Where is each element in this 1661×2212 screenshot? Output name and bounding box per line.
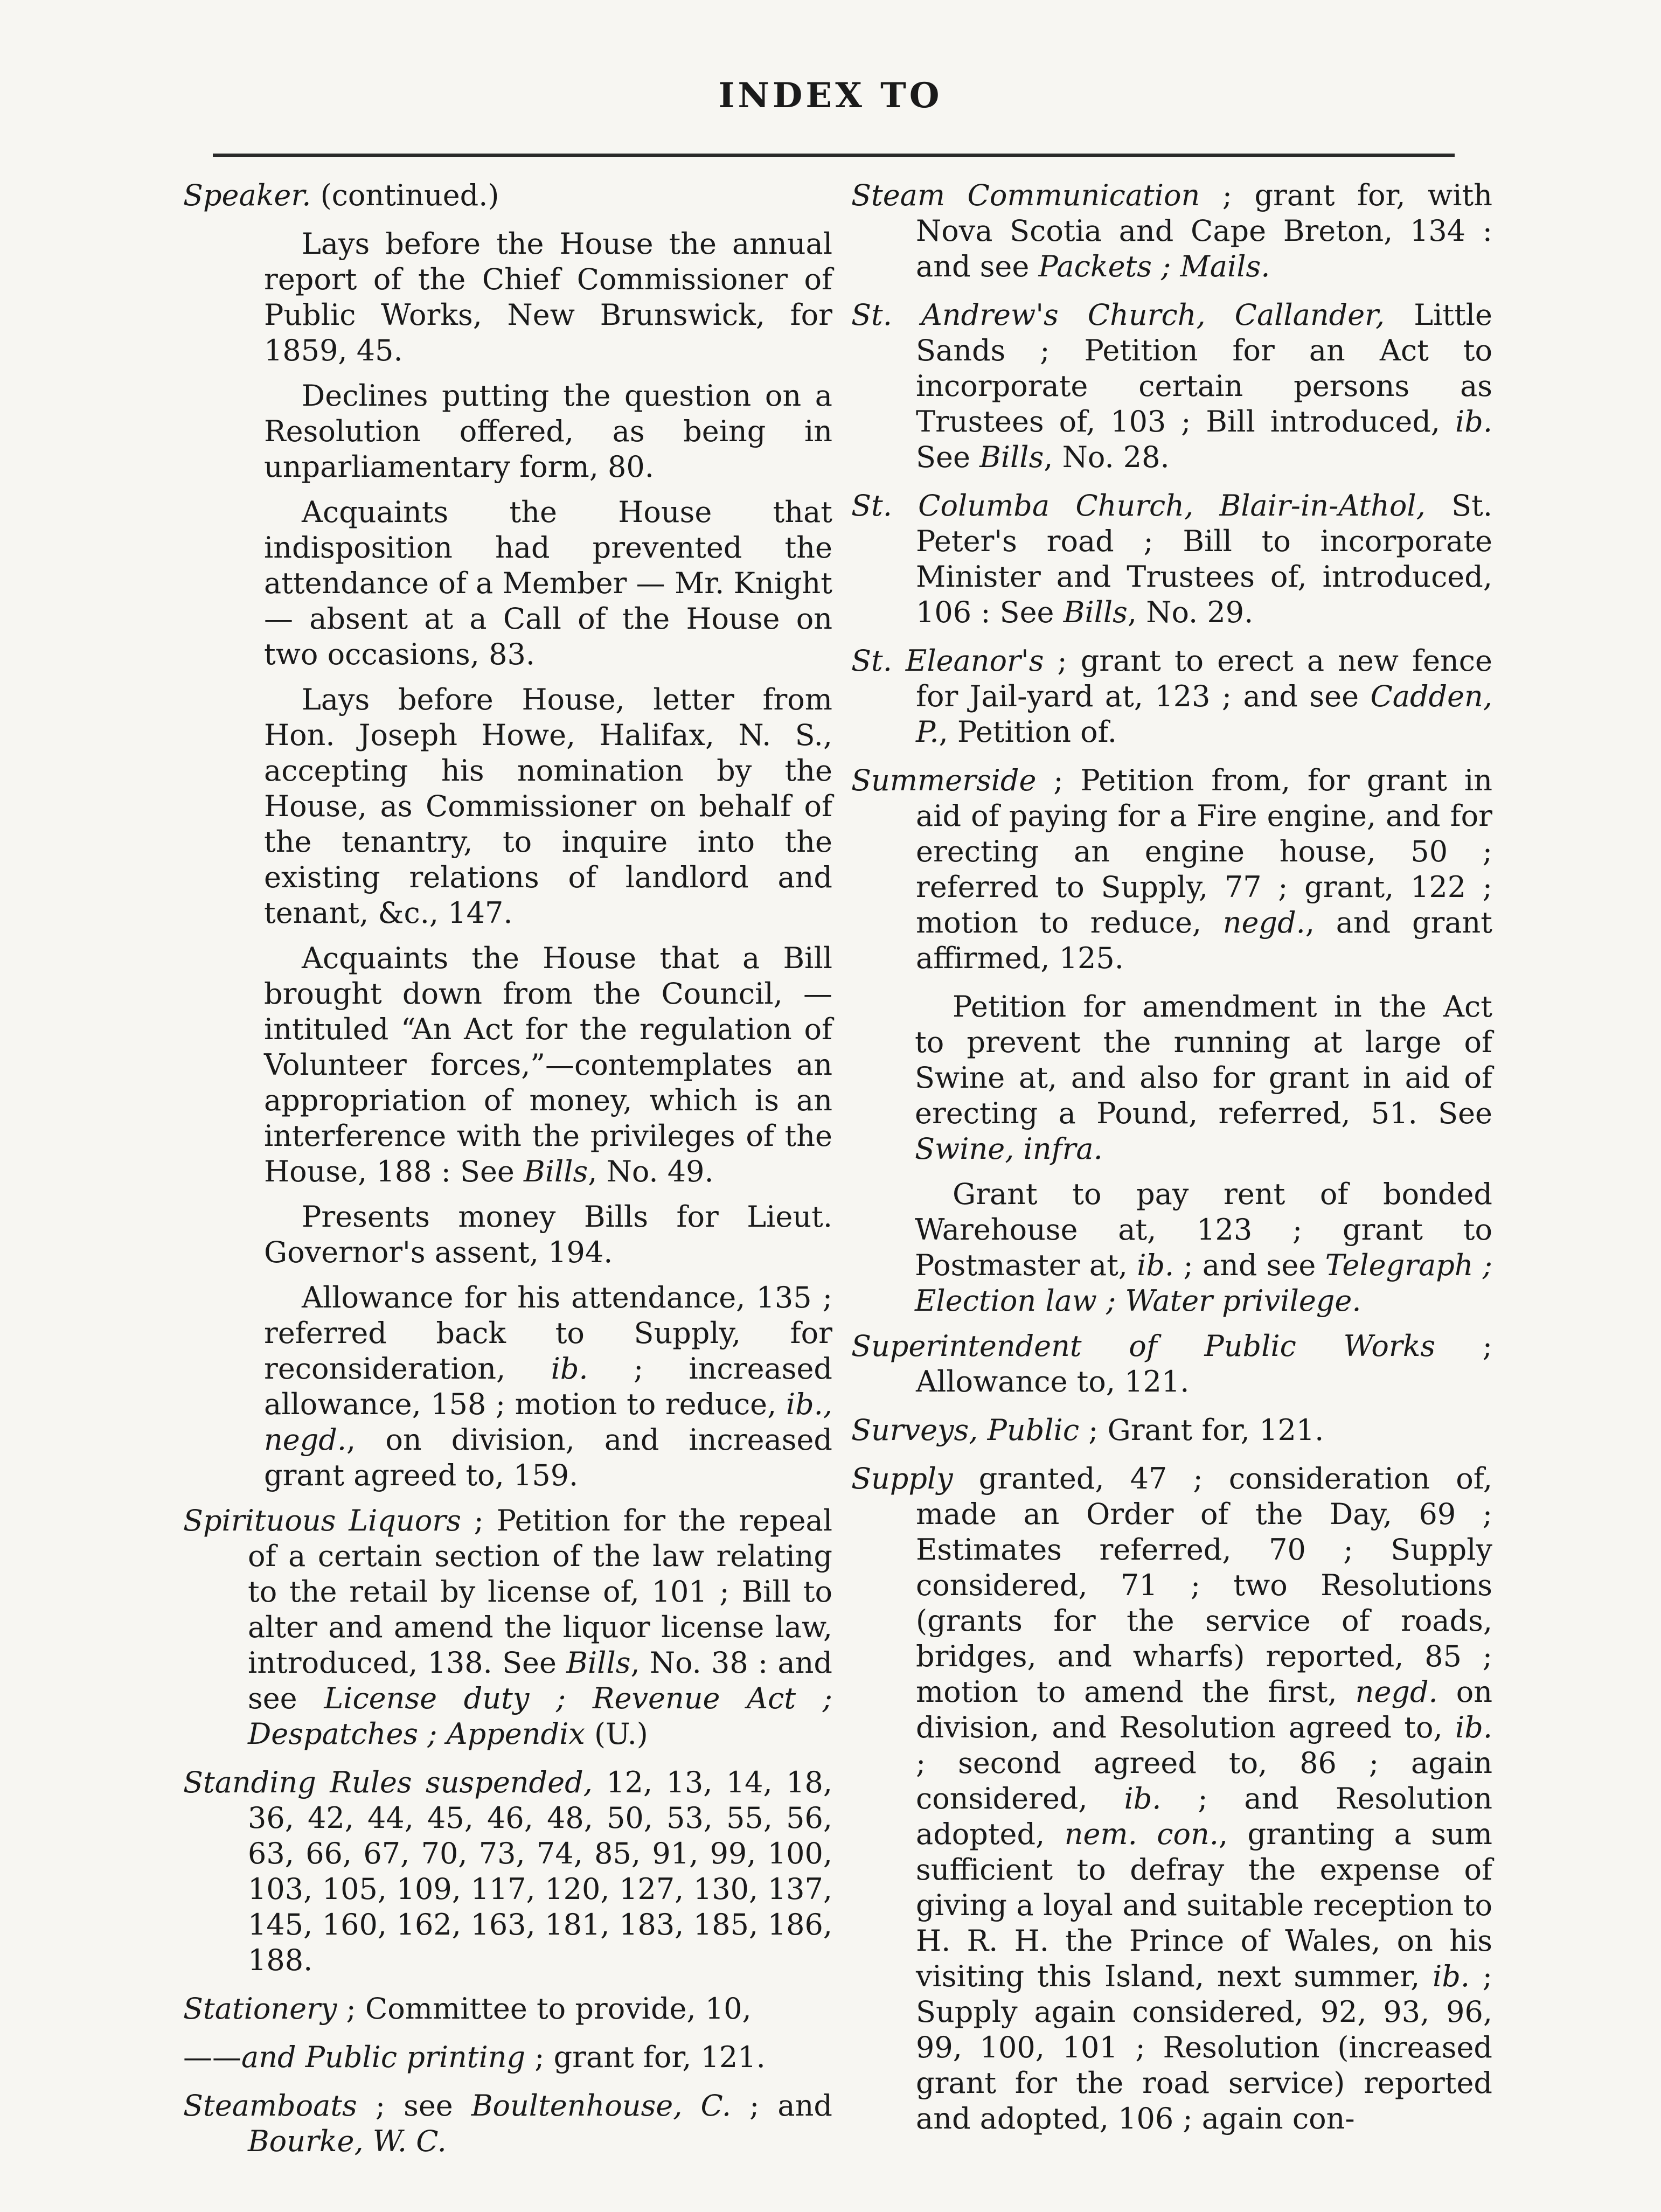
index-text: Declines putting the question on a Resolution offered, as being in unparliamentary form, 80.	[264, 379, 832, 484]
index-text: , No. 28.	[1044, 440, 1170, 474]
index-italic-text: St. Columba Church, Blair-in-Athol,	[851, 489, 1426, 523]
index-subentry	[183, 226, 832, 368]
index-text: Grant to pay rent of bonded Warehouse at, 123 ; grant to Postmaster at,	[915, 1177, 1492, 1282]
index-subentry	[183, 1199, 832, 1270]
index-text: , on division, and increased grant agreed to, 159.	[264, 1423, 832, 1492]
index-italic-text: Supply	[851, 1462, 953, 1495]
index-subentry	[183, 378, 832, 485]
index-entry	[183, 2040, 832, 2075]
index-text: ; Petition from, for grant in aid of paying for a Fire engine, and for erecting an engine house, 50 ; referred to Supply, 77 ; grant, 122 ; motion to reduce,	[916, 763, 1492, 940]
index-text: ; grant to erect a new fence for Jail-yard at, 123 ; and see	[916, 644, 1492, 713]
index-text: Acquaints the House that a Bill brought down from the Council, — intituled “An Act for the regulation of Volunteer forces,”—contemplates an appropriation of money, which is an interference with the privileges of the House, 188 : See	[264, 941, 832, 1188]
index-text: Little Sands ; Petition for an Act to incorporate certain persons as Trustees of, 103 ; Bill introduced,	[916, 298, 1492, 439]
index-italic-text: Bills	[524, 1154, 588, 1188]
index-subentry	[183, 495, 832, 672]
index-italic-text: Bills	[979, 440, 1044, 474]
index-italic-text: Steam Communication	[851, 178, 1200, 212]
index-italic-text: ib.	[551, 1352, 588, 1386]
index-italic-text: Boultenhouse, C.	[471, 2089, 732, 2123]
index-entry	[851, 643, 1492, 750]
index-italic-text: ib.	[1137, 1248, 1174, 1282]
index-text: ; Grant for, 121.	[1079, 1413, 1324, 1447]
index-text: 12, 13, 14, 18, 36, 42, 44, 45, 46, 48, 50, 53, 55, 56, 63, 66, 67, 70, 73, 74, 85, 91, 99, 100, 103, 105, 109, 117, 120, 127, 130, 137, 145, 160, 162, 163, 181, 183, 185, 186, 188.	[248, 1765, 832, 1977]
index-subentry	[851, 1177, 1492, 1319]
index-text: (U.)	[585, 1717, 648, 1751]
index-entry	[851, 1461, 1492, 2137]
index-italic-text: ib.	[1124, 1782, 1162, 1815]
index-text: granted, 47 ; consideration of, made an Order of the Day, 69 ; Estimates referred, 70 ; Supply considered, 71 ; two Resolutions (grants for the service of roads, bridges, and wharfs) reported, 85 ; motion to amend the first,	[916, 1462, 1492, 1709]
index-italic-text: Bills	[1063, 595, 1128, 629]
index-text: Allowance for his attendance, 135 ; referred back to Supply, for reconsideration,	[264, 1281, 832, 1386]
index-text: ; and see	[1174, 1248, 1325, 1282]
index-text: , No. 38 : and see	[248, 1646, 832, 1715]
index-italic-text: ib.	[1455, 1710, 1492, 1744]
index-text: ; and Resolution adopted,	[916, 1782, 1492, 1851]
index-text: Acquaints the House that indisposition had prevented the attendance of a Member — Mr. Knight — absent at a Call of the House on two occasions, 83.	[264, 495, 832, 671]
index-text: , Petition of.	[939, 715, 1117, 749]
index-entry	[851, 763, 1492, 976]
index-italic-text: Cadden, P.	[916, 679, 1492, 749]
index-italic-text: ib.	[1455, 405, 1492, 439]
index-entry	[183, 2088, 832, 2159]
index-italic-text: St. Andrew's Church, Callander,	[851, 298, 1385, 332]
index-italic-text: Superintendent of Public Works	[851, 1329, 1436, 1363]
index-italic-text: nem. con.	[1064, 1817, 1219, 1851]
index-text: Petition for amendment in the Act to prevent the running at large of Swine at, and also for grant in aid of erecting a Pound, referred, 51. See	[915, 990, 1492, 1130]
index-italic-text: Summerside	[851, 763, 1037, 797]
right-column	[851, 178, 1492, 2150]
index-italic-text: Telegraph ; Election law ; Water privilege.	[915, 1248, 1492, 1318]
index-text: , and grant affirmed, 125.	[916, 906, 1492, 975]
index-text: Lays before House, letter from Hon. Joseph Howe, Halifax, N. S., accepting his nomination by the House, as Commissioner on behalf of the tenantry, to inquire into the existing relations of landlord and tenant, &c., 147.	[264, 683, 832, 930]
index-text: ; Supply again considered, 92, 93, 96, 99, 100, 101 ; Resolution (increased grant for the road service) reported and adopted, 106 ; again con-	[916, 1959, 1492, 2136]
index-entry	[851, 1328, 1492, 1400]
index-italic-text: Standing Rules suspended,	[183, 1765, 593, 1799]
left-column	[183, 178, 832, 2172]
header-rule	[213, 154, 1455, 157]
index-italic-text: Bourke, W. C.	[248, 2124, 447, 2158]
index-italic-text: Swine, infra.	[915, 1132, 1103, 1166]
index-subentry	[851, 989, 1492, 1167]
index-italic-text: and Public printing	[241, 2040, 526, 2074]
index-text: , No. 29.	[1127, 595, 1254, 629]
index-entry	[183, 178, 832, 213]
index-subentry	[183, 1280, 832, 1493]
index-text: ; second agreed to, 86 ; again considered,	[916, 1746, 1492, 1815]
index-text: ; increased allowance, 158 ; motion to reduce,	[264, 1352, 832, 1421]
index-text: ; see	[357, 2089, 471, 2123]
index-italic-text: Spirituous Liquors	[183, 1504, 461, 1538]
index-italic-text: negd.	[1355, 1675, 1438, 1709]
index-entry	[851, 1413, 1492, 1448]
index-text: (continued.)	[311, 178, 499, 212]
index-subentry	[183, 682, 832, 931]
index-text: ; grant for, with Nova Scotia and Cape Breton, 134 : and see	[916, 178, 1492, 283]
index-italic-text: ib.	[1433, 1959, 1470, 1993]
index-text: St. Peter's road ; Bill to incorporate Minister and Trustees of, introduced, 106 : See	[916, 489, 1492, 629]
index-text: , No. 49.	[588, 1154, 714, 1188]
index-entry	[183, 1991, 832, 2027]
index-italic-text: Steamboats	[183, 2089, 357, 2123]
index-text: Lays before the House the annual report of the Chief Commissioner of Public Works, New Brunswick, for 1859, 45.	[264, 227, 832, 367]
index-entry	[851, 297, 1492, 475]
index-italic-text: Stationery	[183, 1992, 337, 2026]
index-italic-text: ib., negd.	[264, 1387, 832, 1457]
index-text: ; Allowance to, 121.	[916, 1329, 1492, 1399]
index-text: Presents money Bills for Lieut. Governor's assent, 194.	[264, 1200, 832, 1269]
index-text: ; and	[731, 2089, 832, 2123]
index-italic-text: negd.	[1222, 906, 1305, 940]
index-italic-text: Packets ; Mails.	[1038, 249, 1270, 283]
index-subentry	[183, 941, 832, 1190]
page-header: INDEX TO	[718, 75, 943, 116]
index-text: ; Committee to provide, 10,	[337, 1992, 752, 2026]
index-italic-text: St. Eleanor's	[851, 644, 1044, 678]
index-text: ; grant for, 121.	[525, 2040, 766, 2074]
index-text: on division, and Resolution agreed to,	[916, 1675, 1492, 1744]
index-text: ——	[183, 2040, 241, 2074]
index-text: , granting a sum sufficient to defray the expense of giving a loyal and suitable reception to H. R. H. the Prince of Wales, on his visiting this Island, next summer,	[916, 1817, 1492, 1993]
index-italic-text: Speaker.	[183, 178, 311, 212]
index-entry	[851, 488, 1492, 630]
index-entry	[183, 1503, 832, 1752]
index-text: See	[916, 440, 980, 474]
index-italic-text: License duty ; Revenue Act ; Despatches ; Appendix	[248, 1681, 832, 1751]
index-text: ; Petition for the repeal of a certain section of the law relating to the retail by license of, 101 ; Bill to alter and amend the liquor license law, introduced, 138. See	[248, 1504, 832, 1680]
index-entry	[183, 1765, 832, 1978]
index-italic-text: Surveys, Public	[851, 1413, 1080, 1447]
index-entry	[851, 178, 1492, 284]
index-italic-text: Bills	[566, 1646, 631, 1680]
